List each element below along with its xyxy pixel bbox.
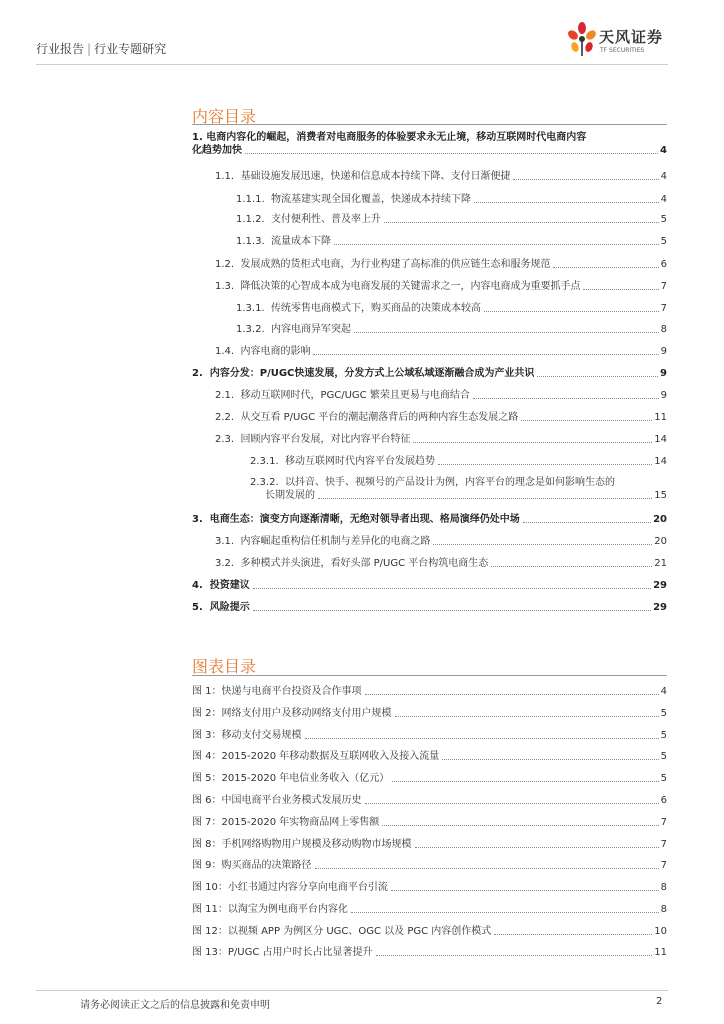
figure-leader bbox=[351, 912, 659, 913]
toc-entry[interactable] bbox=[215, 411, 667, 424]
figure-leader bbox=[365, 694, 659, 695]
toc-entry-page: 9 bbox=[660, 390, 667, 401]
toc-entry-number: 2.1. bbox=[215, 390, 235, 401]
footer-divider bbox=[36, 990, 668, 991]
figure-entry-text: 小红书通过内容分享向电商平台引流 bbox=[227, 882, 388, 893]
figure-entry-page: 5 bbox=[660, 751, 667, 762]
figure-entry[interactable] bbox=[192, 685, 667, 698]
flower-logo-icon bbox=[566, 20, 598, 60]
figure-entry-text: P/UGC 占用户时长占比显著提升 bbox=[227, 947, 373, 958]
toc-entry-page: 7 bbox=[660, 281, 667, 292]
logo-english-text: TF SECURITIES bbox=[600, 47, 645, 54]
toc-entry-number: 1.1.3. bbox=[236, 236, 265, 247]
toc-leader bbox=[484, 311, 659, 312]
toc-entry-text: 支付便利性、普及率上升 bbox=[270, 214, 381, 225]
toc-entry-number: 3. bbox=[192, 514, 203, 525]
figure-entry[interactable] bbox=[192, 925, 667, 938]
toc-title-divider bbox=[192, 124, 667, 125]
toc-leader bbox=[334, 244, 659, 245]
toc-leader bbox=[354, 332, 659, 333]
toc-leader bbox=[513, 179, 658, 180]
toc-entry-number: 3.1. bbox=[215, 536, 235, 547]
figure-entry[interactable] bbox=[192, 903, 667, 916]
toc-entry-page: 20 bbox=[654, 536, 667, 547]
header-category-name: 行业专题研究 bbox=[94, 42, 167, 56]
toc-entry-text-cont: 长期发展的 bbox=[265, 490, 315, 501]
figure-entry-page: 5 bbox=[660, 730, 667, 741]
figure-entry-page: 10 bbox=[654, 926, 667, 937]
toc-entry-text: 传统零售电商模式下，购买商品的决策成本较高 bbox=[270, 303, 481, 314]
figure-entry-text: 移动支付交易规模 bbox=[221, 730, 302, 741]
toc-leader bbox=[384, 222, 659, 223]
toc-entry-number: 1.3.1. bbox=[236, 303, 265, 314]
header-divider bbox=[36, 64, 668, 65]
figure-entry[interactable] bbox=[192, 707, 667, 720]
figure-entry-label: 图 13： bbox=[192, 947, 228, 958]
toc-entry-text: 发展成熟的货柜式电商，为行业构建了高标准的供应链生态和服务规范 bbox=[240, 259, 551, 270]
figure-entry[interactable] bbox=[192, 881, 667, 894]
figure-entry-label: 图 4： bbox=[192, 751, 222, 762]
page-header bbox=[0, 0, 724, 70]
toc-entry[interactable] bbox=[250, 476, 667, 502]
figure-entry-label: 图 9： bbox=[192, 860, 222, 871]
page-number: 2 bbox=[656, 996, 663, 1007]
figure-leader bbox=[415, 847, 659, 848]
toc-entry-number: 1.3. bbox=[215, 281, 235, 292]
toc-entry-number: 1.1.2. bbox=[236, 214, 265, 225]
toc-entry[interactable] bbox=[236, 213, 667, 226]
toc-entry-text: 移动互联网时代，PGC/UGC 繁荣且更易与电商结合 bbox=[240, 390, 470, 401]
figure-entry[interactable] bbox=[192, 859, 667, 872]
header-separator: | bbox=[87, 42, 92, 56]
figure-entry-page: 7 bbox=[660, 860, 667, 871]
toc-entry-number: 1.4. bbox=[215, 346, 235, 357]
toc-title: 内容目录 bbox=[192, 107, 257, 126]
toc-leader bbox=[491, 566, 652, 567]
figure-entry-text: 快递与电商平台投资及合作事项 bbox=[221, 686, 362, 697]
toc-entry-text: 电商内容化的崛起，消费者对电商服务的体验要求永无止境，移动互联网时代电商内容 bbox=[206, 132, 587, 143]
figure-entry-page: 8 bbox=[660, 882, 667, 893]
toc-entry[interactable] bbox=[215, 345, 667, 358]
toc-entry-number: 2.3.1. bbox=[250, 456, 279, 467]
figure-leader bbox=[365, 803, 659, 804]
figure-entry-page: 8 bbox=[660, 904, 667, 915]
toc-leader bbox=[523, 522, 651, 523]
toc-entry-text: 内容分发：P/UGC快速发展，分发方式上公域私域逐渐融合成为产业共识 bbox=[209, 368, 535, 379]
toc-entry-page: 11 bbox=[654, 412, 667, 423]
figure-entry[interactable] bbox=[192, 729, 667, 742]
toc-entry-page: 15 bbox=[654, 490, 667, 501]
figure-entry-page: 5 bbox=[660, 773, 667, 784]
toc-leader bbox=[537, 376, 658, 377]
toc-entry-number: 4. bbox=[192, 580, 203, 591]
figure-entry-label: 图 5： bbox=[192, 773, 222, 784]
toc-entry[interactable] bbox=[236, 302, 667, 315]
toc-entry-number: 5. bbox=[192, 602, 203, 613]
toc-entry-page: 21 bbox=[654, 558, 667, 569]
toc-entry-number: 1.3.2. bbox=[236, 324, 265, 335]
figure-entry-label: 图 10： bbox=[192, 882, 228, 893]
toc-entry-page: 9 bbox=[660, 368, 667, 379]
figure-leader bbox=[376, 955, 653, 956]
toc-leader bbox=[474, 202, 659, 203]
figure-entry[interactable] bbox=[192, 946, 667, 959]
toc-entry[interactable] bbox=[192, 579, 667, 592]
toc-entry[interactable] bbox=[236, 235, 667, 248]
tf-securities-logo bbox=[566, 20, 676, 64]
toc-entry-number: 2. bbox=[192, 368, 203, 379]
toc-entry-number: 2.3.2. bbox=[250, 477, 279, 488]
footer-disclaimer: 请务必阅读正文之后的信息披露和免责申明 bbox=[80, 1000, 270, 1011]
figure-entry-page: 7 bbox=[660, 817, 667, 828]
toc-entry[interactable] bbox=[192, 131, 667, 157]
figure-entry-text: 购买商品的决策路径 bbox=[221, 860, 312, 871]
figure-leader bbox=[442, 759, 658, 760]
figure-entry[interactable] bbox=[192, 816, 667, 829]
figure-entry-text: 中国电商平台业务模式发展历史 bbox=[221, 795, 362, 806]
figure-entry-text: 以淘宝为例电商平台内容化 bbox=[227, 904, 348, 915]
toc-entry-page: 29 bbox=[653, 602, 667, 613]
toc-entry[interactable] bbox=[192, 513, 667, 526]
toc-leader bbox=[553, 267, 658, 268]
toc-entry-text-cont: 化趋势加快 bbox=[192, 145, 242, 156]
figure-leader bbox=[305, 738, 659, 739]
toc-entry-page: 4 bbox=[660, 145, 667, 156]
figure-leader bbox=[392, 781, 658, 782]
toc-entry[interactable] bbox=[192, 601, 667, 614]
toc-entry-number: 2.2. bbox=[215, 412, 235, 423]
toc-entry-number: 2.3. bbox=[215, 434, 235, 445]
logo-chinese-text: 天风证券 bbox=[599, 28, 664, 46]
figure-entry-page: 7 bbox=[660, 839, 667, 850]
toc-entry-page: 9 bbox=[660, 346, 667, 357]
toc-entry-page: 14 bbox=[654, 456, 667, 467]
figure-entry-label: 图 8： bbox=[192, 839, 222, 850]
toc-entry-text: 内容电商异军突起 bbox=[270, 324, 351, 335]
figure-entry-text: 手机网络购物用户规模及移动购物市场规模 bbox=[221, 839, 412, 850]
toc-entry-text: 从交互看 P/UGC 平台的潮起潮落背后的两种内容生态发展之路 bbox=[240, 412, 519, 423]
figure-entry-label: 图 7： bbox=[192, 817, 222, 828]
figure-entry[interactable] bbox=[192, 794, 667, 807]
toc-entry[interactable] bbox=[236, 193, 667, 206]
toc-entry-page: 7 bbox=[660, 303, 667, 314]
toc-entry-number: 1.1.1. bbox=[236, 194, 265, 205]
figure-leader bbox=[395, 716, 659, 717]
toc-entry[interactable] bbox=[215, 389, 667, 402]
figure-entry-page: 5 bbox=[660, 708, 667, 719]
toc-entry-text: 风险提示 bbox=[209, 602, 250, 613]
figure-entry-page: 6 bbox=[660, 795, 667, 806]
toc-leader bbox=[245, 153, 658, 154]
toc-entry-text: 电商生态：演变方向逐渐清晰，无绝对领导者出现、格局演绎仍处中场 bbox=[209, 514, 520, 525]
toc-entry[interactable] bbox=[215, 280, 667, 293]
toc-leader bbox=[583, 289, 658, 290]
toc-leader bbox=[438, 464, 652, 465]
toc-entry-text: 内容崛起重构信任机制与差异化的电商之路 bbox=[240, 536, 431, 547]
toc-entry[interactable] bbox=[215, 535, 667, 548]
toc-entry-page: 4 bbox=[660, 194, 667, 205]
toc-entry-number: 1.2. bbox=[215, 259, 235, 270]
toc-entry-page: 5 bbox=[660, 236, 667, 247]
toc-entry[interactable] bbox=[250, 455, 667, 468]
toc-entry-text: 基础设施发展迅速，快递和信息成本持续下降、支付日渐便捷 bbox=[240, 171, 511, 182]
toc-leader bbox=[473, 398, 659, 399]
toc-entry-text: 以抖音、快手、视频号的产品设计为例，内容平台的理念是如何影响生态的 bbox=[284, 477, 615, 488]
header-doc-type: 行业报告 bbox=[36, 42, 85, 56]
figure-entry-label: 图 2： bbox=[192, 708, 222, 719]
toc-leader bbox=[313, 354, 658, 355]
toc-entry-text: 降低决策的心智成本成为电商发展的关键需求之一，内容电商成为重要抓手点 bbox=[240, 281, 581, 292]
toc-leader bbox=[521, 420, 652, 421]
toc-entry-number: 1.1. bbox=[215, 171, 235, 182]
toc-entry[interactable] bbox=[192, 367, 667, 380]
figure-entry[interactable] bbox=[192, 838, 667, 851]
figure-leader bbox=[315, 868, 659, 869]
figure-entry-label: 图 12： bbox=[192, 926, 228, 937]
toc-entry-number: 1. bbox=[192, 132, 203, 143]
toc-entry-text: 移动互联网时代内容平台发展趋势 bbox=[284, 456, 435, 467]
toc-entry-page: 6 bbox=[660, 259, 667, 270]
figure-leader bbox=[391, 890, 659, 891]
toc-entry-page: 29 bbox=[653, 580, 667, 591]
figures-title-divider bbox=[192, 675, 667, 676]
toc-entry-text: 内容电商的影响 bbox=[240, 346, 311, 357]
toc-entry[interactable] bbox=[215, 557, 667, 570]
toc-leader bbox=[413, 442, 652, 443]
figure-entry-page: 11 bbox=[654, 947, 667, 958]
figure-entry-text: 2015-2020 年电信业务收入（亿元） bbox=[221, 773, 390, 784]
figure-entry-text: 网络支付用户及移动网络支付用户规模 bbox=[221, 708, 392, 719]
figure-entry-label: 图 11： bbox=[192, 904, 228, 915]
toc-entry-page: 4 bbox=[660, 171, 667, 182]
toc-entry-text: 物流基建实现全国化覆盖，快递成本持续下降 bbox=[270, 194, 471, 205]
toc-entry-number: 3.2. bbox=[215, 558, 235, 569]
toc-entry-page: 14 bbox=[654, 434, 667, 445]
figure-leader bbox=[494, 934, 652, 935]
toc-entry-text: 多种模式并头演进，看好头部 P/UGC 平台构筑电商生态 bbox=[240, 558, 489, 569]
toc-leader bbox=[253, 588, 651, 589]
figure-leader bbox=[382, 825, 658, 826]
figure-entry-label: 图 1： bbox=[192, 686, 222, 697]
toc-entry-text: 流量成本下降 bbox=[270, 236, 331, 247]
toc-entry[interactable] bbox=[215, 258, 667, 271]
toc-entry-text: 投资建议 bbox=[209, 580, 250, 591]
figure-entry-page: 4 bbox=[660, 686, 667, 697]
toc-entry-page: 5 bbox=[660, 214, 667, 225]
toc-leader bbox=[253, 610, 651, 611]
header-category bbox=[36, 40, 166, 57]
toc-leader bbox=[318, 498, 652, 499]
toc-entry[interactable] bbox=[236, 323, 667, 336]
figure-entry-text: 2015-2020 年实物商品网上零售额 bbox=[221, 817, 380, 828]
figure-entry-label: 图 6： bbox=[192, 795, 222, 806]
figure-entry[interactable] bbox=[192, 772, 667, 785]
toc-entry[interactable] bbox=[215, 433, 667, 446]
figure-entry[interactable] bbox=[192, 750, 667, 763]
figure-entry-text: 以视频 APP 为例区分 UGC、OGC 以及 PGC 内容创作模式 bbox=[227, 926, 492, 937]
toc-entry-page: 20 bbox=[653, 514, 667, 525]
figures-title: 图表目录 bbox=[192, 657, 257, 676]
toc-entry-page: 8 bbox=[660, 324, 667, 335]
figure-entry-text: 2015-2020 年移动数据及互联网收入及接入流量 bbox=[221, 751, 440, 762]
toc-entry-text: 回顾内容平台发展，对比内容平台特征 bbox=[240, 434, 411, 445]
figure-entry-label: 图 3： bbox=[192, 730, 222, 741]
toc-leader bbox=[433, 544, 652, 545]
toc-entry[interactable] bbox=[215, 170, 667, 183]
